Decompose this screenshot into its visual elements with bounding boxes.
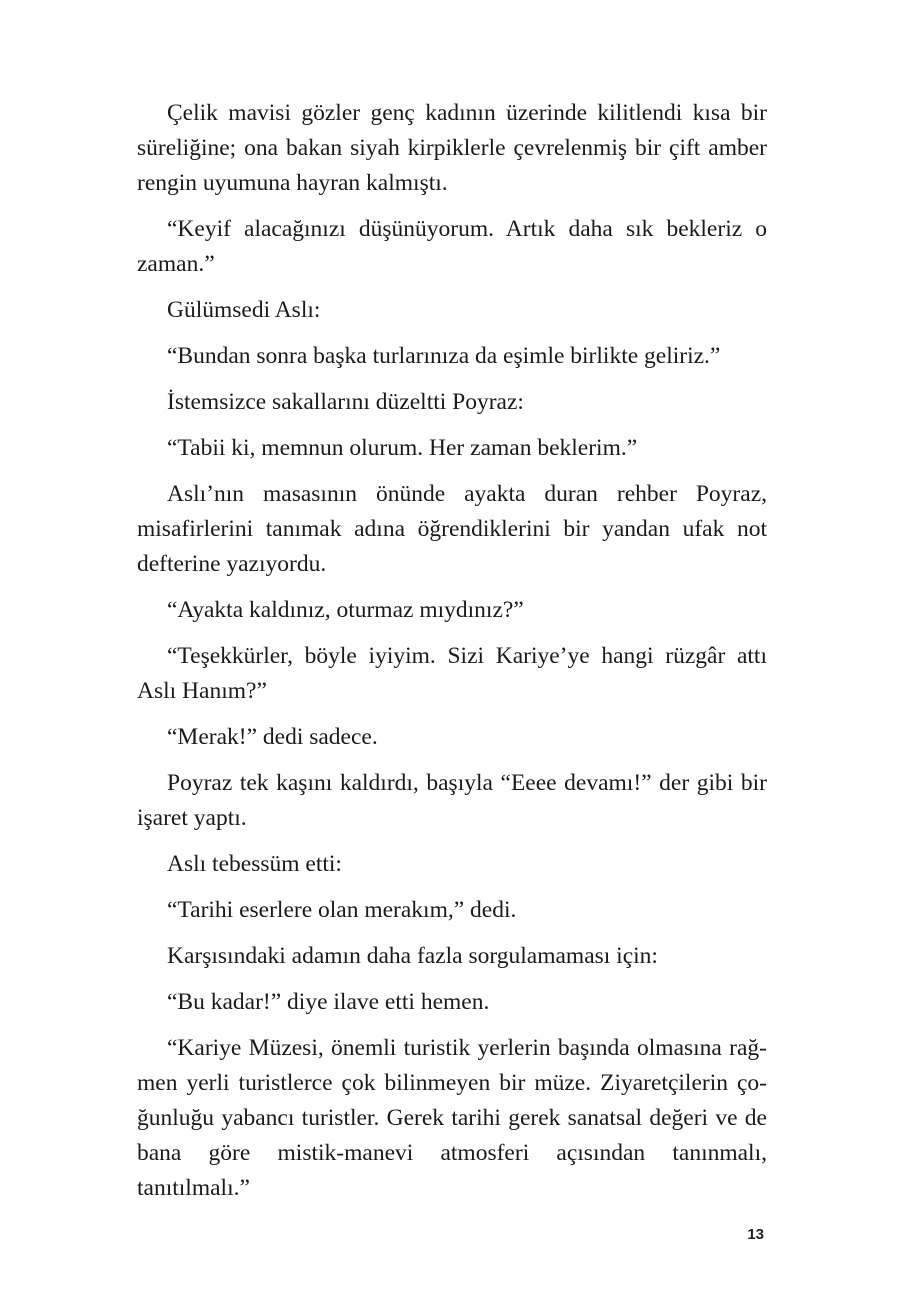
paragraph-9: “Teşekkürler, böyle iyiyim. Sizi Kariye’ye hangi rüzgâr attı Aslı Hanım?” <box>137 643 767 704</box>
paragraph-12: Aslı tebessüm etti: <box>167 851 342 877</box>
paragraph-4: “Bundan sonra başka turlarınıza da eşimle birlikte geliriz.” <box>167 343 721 369</box>
paragraph-15: “Bu kadar!” diye ilave etti hemen. <box>167 989 490 1015</box>
paragraph-11: Poyraz tek kaşını kaldırdı, başıyla “Eeee devamı!” der gibi bir işaret yaptı. <box>137 770 767 831</box>
body-text <box>137 96 767 1217</box>
paragraph-1: Çelik mavisi gözler genç kadının üzerinde kilitlendi kısa bir süreliğine; ona bakan siyah kirpiklerle çevrelenmiş bir çift amber rengin uyumuna hayran kalmıştı. <box>137 100 767 196</box>
paragraph-13: “Tarihi eserlere olan merakım,” dedi. <box>167 897 517 923</box>
paragraph-2: “Keyif alacağınızı düşünüyorum. Artık daha sık bekleriz o zaman.” <box>137 216 767 277</box>
page-number: 13 <box>747 1226 764 1243</box>
paragraph-16: “Kariye Müzesi, önemli turistik yerlerin başında olmasına rağmen yerli turistlerce çok bilinmeyen bir müze. Ziyaretçilerin çoğunluğu yabancı turistler. Gerek tarihi gerek sanatsal değeri ve de bana göre mistik-manevi atmosferi açısından tanınmalı, tanıtılmalı.” <box>137 1035 767 1201</box>
paragraph-5: İstemsizce sakallarını düzeltti Poyraz: <box>167 389 524 415</box>
paragraph-14: Karşısındaki adamın daha fazla sorgulamaması için: <box>167 943 658 969</box>
paragraph-10: “Merak!” dedi sadece. <box>167 724 378 750</box>
paragraph-7: Aslı’nın masasının önünde ayakta duran rehber Poyraz, misafirlerini tanımak adına öğrendiklerini bir yandan ufak not defterine yazıyordu. <box>137 481 767 577</box>
paragraph-3: Gülümsedi Aslı: <box>167 297 321 323</box>
paragraph-6: “Tabii ki, memnun olurum. Her zaman beklerim.” <box>167 435 638 461</box>
paragraph-8: “Ayakta kaldınız, oturmaz mıydınız?” <box>167 597 524 623</box>
